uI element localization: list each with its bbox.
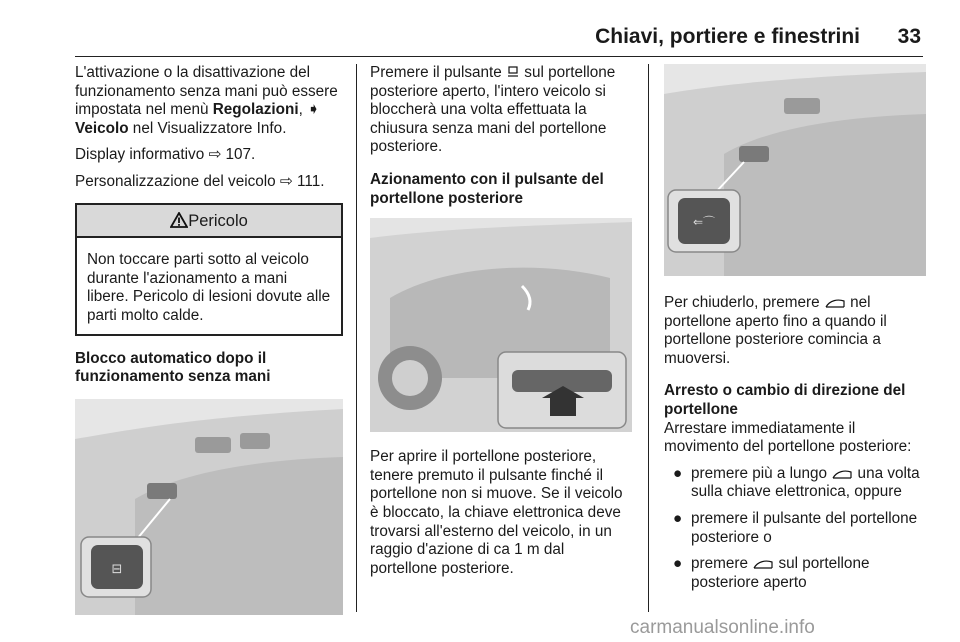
danger-title: Pericolo — [188, 211, 248, 230]
cross-reference: Personalizzazione del veicolo ⇨ 111. — [75, 172, 325, 190]
paragraph: Per aprire il portellone posteriore, tenere premuto il pulsante finché il portellone non si muove. Se il veicolo è bloccato, la chiave elettronica deve trovarsi all'esterno del veicolo, in un raggio d'azione di ca 1 m dal portellone posteriore. — [370, 448, 623, 577]
text: , — [298, 101, 308, 119]
column-divider — [356, 64, 357, 612]
tailgate-button-illustration — [370, 218, 632, 432]
text: Per chiuderlo, premere — [664, 294, 824, 311]
svg-text:⊟: ⊟ — [111, 561, 123, 577]
tailgate-lock-button-illustration — [75, 399, 343, 615]
paragraph — [75, 64, 343, 138]
danger-text: Non toccare parti sotto al veicolo durante l'azionamento a mani libere. Pericolo di lesioni dovute alle parti molto calde. — [87, 251, 331, 324]
danger-header — [77, 205, 341, 239]
danger-box — [75, 203, 343, 336]
list-item — [664, 510, 926, 547]
running-header-title: Chiavi, portiere e finestrini — [595, 25, 860, 48]
text: premere più a lungo — [691, 464, 832, 482]
watermark: carmanualsonline.info — [630, 617, 815, 638]
svg-text:⇐⌒: ⇐⌒ — [692, 215, 716, 229]
text: Premere il pulsante — [370, 64, 507, 81]
paragraph: Arrestare immediatamente il movimento del portellone posteriore: — [664, 419, 912, 456]
tailgate-close-button-illustration — [664, 64, 926, 276]
column-divider — [648, 64, 649, 612]
text: premere — [691, 555, 753, 573]
page-number: 33 — [897, 25, 921, 48]
section-heading: Azionamento con il pulsante del portellone posteriore — [370, 170, 604, 207]
tailgate-icon — [831, 468, 853, 480]
menu-term: Veicolo — [75, 119, 129, 137]
bullet-icon: ● — [673, 464, 683, 482]
warning-triangle-icon — [170, 212, 188, 228]
text: nel portellone aperto fino a quando il portellone posteriore comincia a muoversi. — [664, 294, 887, 367]
tailgate-icon — [824, 297, 846, 309]
list-item — [664, 555, 926, 592]
text: una volta sulla chiave elettronica, oppure — [691, 464, 920, 501]
cross-reference: Display informativo ⇨ 107. — [75, 146, 256, 164]
paragraph — [370, 64, 635, 157]
text: nel Visualizzatore Info. — [128, 119, 287, 137]
list-item — [664, 465, 926, 502]
bullet-icon: ● — [673, 555, 683, 573]
header-rule — [75, 56, 923, 57]
arrow-icon: ➧ — [307, 101, 320, 119]
paragraph — [664, 294, 926, 368]
tailgate-icon — [752, 558, 774, 570]
column-2 — [370, 64, 635, 586]
text: sul portellone posteriore aperto — [691, 555, 870, 591]
text: L'attivazione o la disattivazione del funzionamento senza mani può essere impostata nel menù — [75, 64, 338, 119]
text: premere il pulsante del portellone posteriore o — [691, 509, 918, 546]
column-1 — [75, 64, 343, 615]
column-3 — [664, 64, 926, 600]
text: sul portellone posteriore aperto, l'intero veicolo si bloccherà una volta effettuata la chiusura senza mani del portellone posteriore. — [370, 64, 616, 156]
bullet-icon: ● — [673, 509, 683, 527]
section-heading: Arresto o cambio di direzione del portellone — [664, 382, 906, 418]
section-heading: Blocco automatico dopo il funzionamento senza mani — [75, 349, 271, 386]
lock-tailgate-icon — [506, 65, 520, 79]
menu-term: Regolazioni — [212, 101, 299, 119]
